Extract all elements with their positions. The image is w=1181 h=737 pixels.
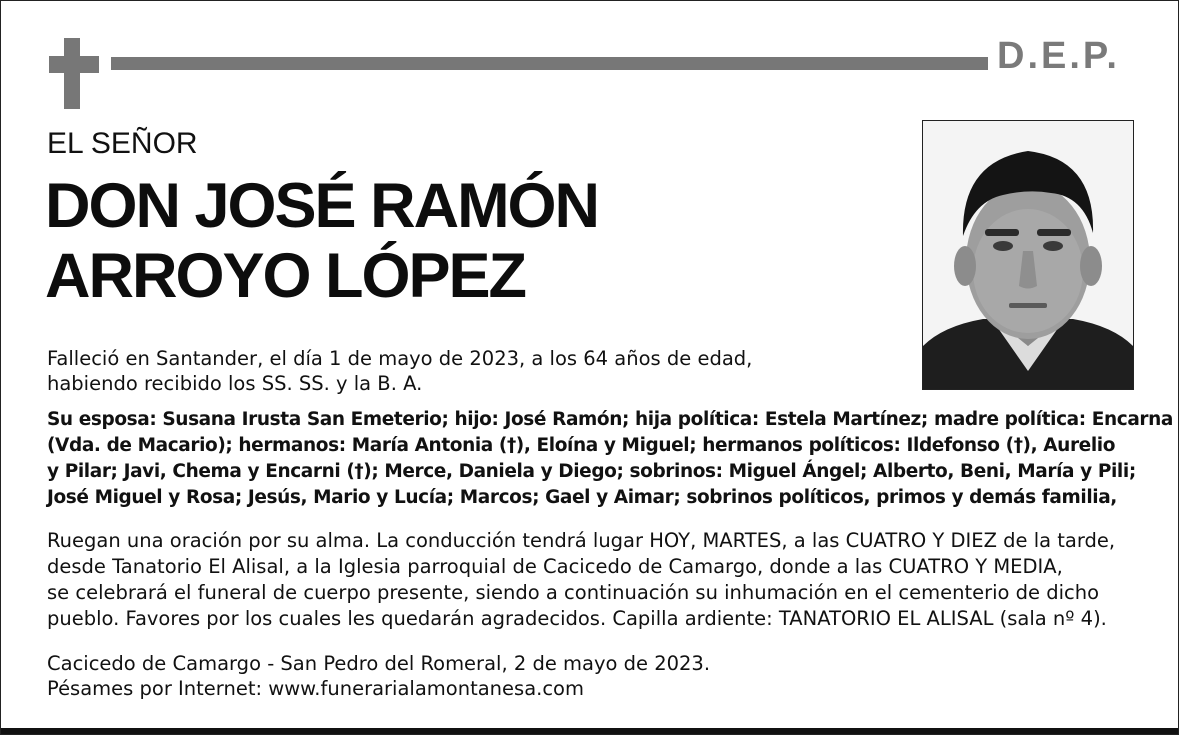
cross-icon-bar bbox=[49, 56, 99, 73]
ceremony-details bbox=[47, 528, 1142, 632]
bottom-rule bbox=[1, 728, 1178, 734]
family-list-line: y Pilar; Javi, Chema y Encarni (†); Merce, Daniela y Diego; sobrinos: Miguel Ángel; Alberto, Beni, María y Pili; bbox=[47, 461, 1136, 482]
ceremony-details-line: Ruegan una oración por su alma. La conducción tendrá lugar HOY, MARTES, a las CUATRO Y DIEZ de la tarde, bbox=[47, 529, 1116, 552]
deceased-name bbox=[45, 171, 805, 311]
family-list bbox=[47, 407, 1174, 511]
death-statement bbox=[47, 346, 807, 396]
dep-label: D.E.P. bbox=[997, 35, 1120, 77]
ceremony-details-line: desde Tanatorio El Alisal, a la Iglesia parroquial de Cacicedo de Camargo, donde a las CUATRO Y MEDIA, bbox=[47, 555, 1063, 578]
deceased-name-line-1: DON JOSÉ RAMÓN bbox=[45, 171, 599, 241]
family-list-line: Su esposa: Susana Irusta San Emeterio; hijo: José Ramón; hija política: Estela Martínez; madre política: Encarna bbox=[47, 409, 1174, 430]
header-rule bbox=[111, 57, 988, 70]
place-and-date-block bbox=[47, 651, 947, 701]
death-statement-line: habiendo recibido los SS. SS. y la B. A. bbox=[47, 372, 423, 395]
family-list-line: (Vda. de Macario); hermanos: María Antonia (†), Eloína y Miguel; hermanos políticos: Ildefonso (†), Aurelio bbox=[47, 435, 1116, 456]
ceremony-details-line: pueblo. Favores por los cuales les quedarán agradecidos. Capilla ardiente: TANATORIO EL ALISAL (sala nº 4). bbox=[47, 607, 1107, 630]
ceremony-details-line: se celebrará el funeral de cuerpo presente, siendo a continuación su inhumación en el cementerio de dicho bbox=[47, 581, 1100, 604]
family-list-line: José Miguel y Rosa; Jesús, Mario y Lucía; Marcos; Gael y Aimar; sobrinos políticos, primos y demás familia, bbox=[47, 487, 1117, 508]
death-statement-line: Falleció en Santander, el día 1 de mayo de 2023, a los 64 años de edad, bbox=[47, 347, 753, 370]
place-and-date: Cacicedo de Camargo - San Pedro del Romeral, 2 de mayo de 2023. bbox=[47, 652, 711, 675]
condolences-website: Pésames por Internet: www.funerarialamontanesa.com bbox=[47, 677, 584, 700]
deceased-name-line-2: ARROYO LÓPEZ bbox=[45, 241, 526, 311]
portrait-photo bbox=[922, 120, 1134, 390]
title-prefix: EL SEÑOR bbox=[47, 127, 198, 160]
cross-icon bbox=[64, 38, 80, 109]
